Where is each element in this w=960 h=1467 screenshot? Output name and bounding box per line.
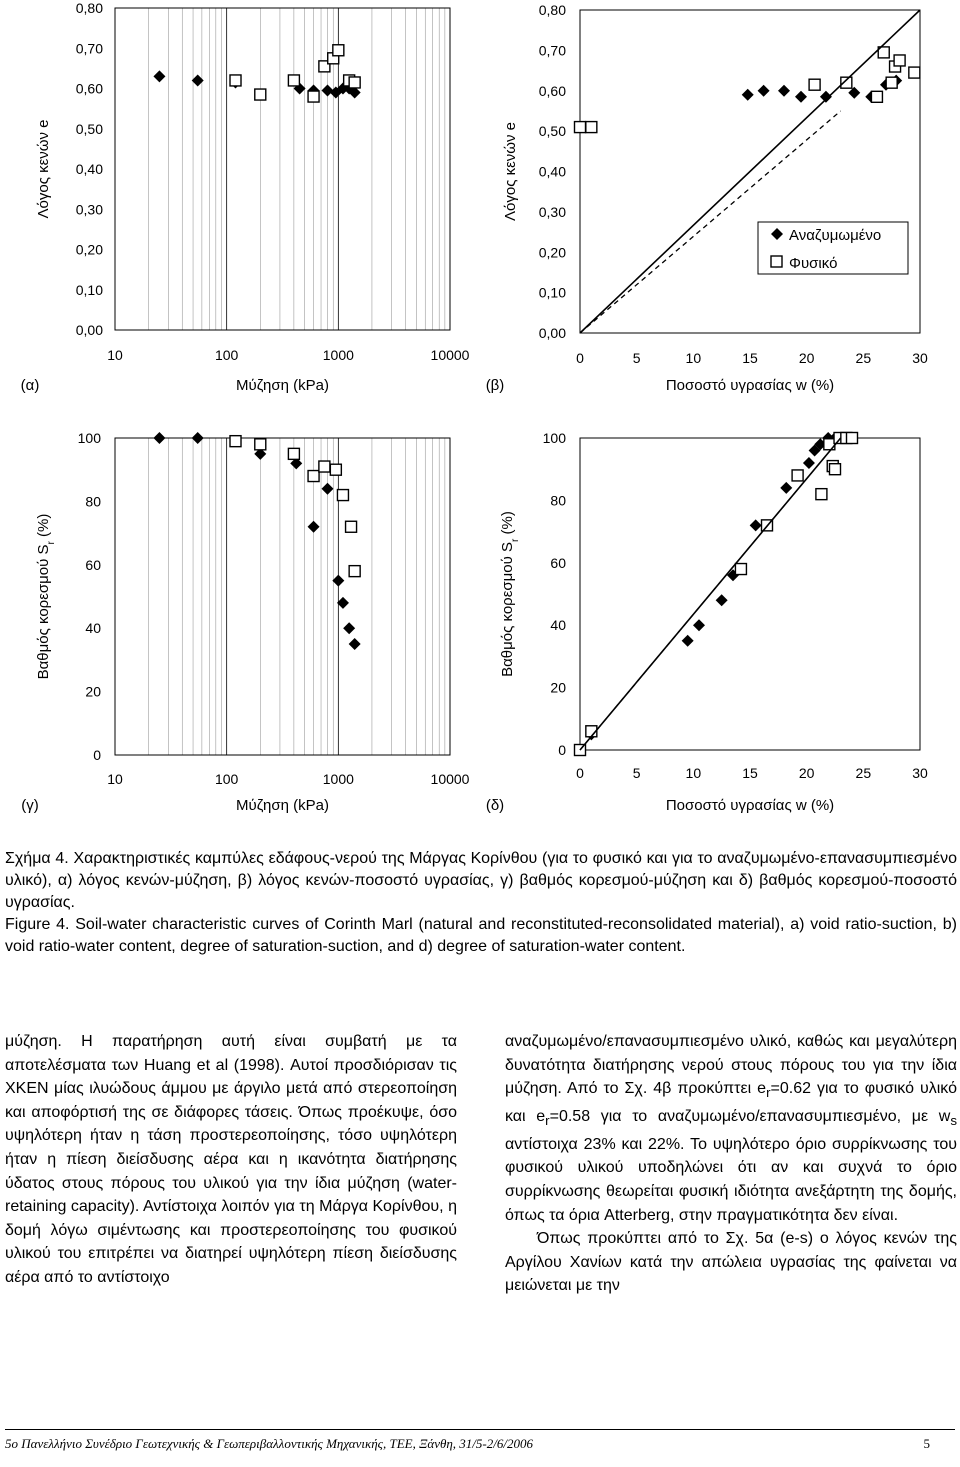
chart-panel-d [486,430,928,814]
x-tick-label: 10 [685,350,702,366]
y-tick-label: 0,30 [538,203,566,220]
y-tick-label: 0,00 [538,325,566,341]
panel-letter: (δ) [485,797,505,814]
data-point-remolded [153,432,165,444]
y-tick-label: 20 [85,683,101,700]
y-tick-label: 100 [77,430,101,446]
data-point-remolded [758,85,770,97]
x-tick-label: 10000 [430,347,470,363]
x-tick-label: 10 [685,765,702,781]
x-tick-label: 5 [632,350,641,366]
data-point-natural [909,67,920,78]
y-axis-label [35,514,57,680]
data-point-natural [886,77,897,88]
figure-caption [5,848,957,958]
x-tick-label: 10 [107,771,123,787]
data-point-natural [230,436,241,447]
x-tick-label: 100 [214,771,239,787]
data-point-remolded [308,521,320,533]
legend-square-icon [771,256,782,267]
data-point-remolded [343,622,355,634]
y-tick-label: 0,40 [75,161,103,177]
y-axis-label: Λόγος κενών e [35,119,52,219]
data-point-natural [871,91,882,102]
plot-frame [580,438,920,750]
y-tick-label: 0,60 [75,80,103,97]
x-tick-label: 15 [742,765,758,781]
data-point-natural [255,439,266,450]
text-run: =0.58 για το αναζυμωμένο/επανασυμπιεσμένο, με w [549,1107,951,1125]
chart-panel-b [486,2,928,394]
data-point-remolded [742,89,754,101]
legend-label-natural: Φυσικό [789,255,838,272]
paragraph: μύζηση. Η παρατήρηση αυτή είναι συμβατή με τα αποτελέσματα των Huang et al (1998). Αυτοί προσδιόρισαν τις ΧΚΕΝ μίας ιλυώδους άμμου με άργιλο μετά από στερεοποίηση και αποφόρτισή της σε διάφορες τάσεις. Όπως προέκυψε, όσο υψηλότερη ήταν η τάση προστερεοποίησης, τόσο υψηλότερη ήταν η πίεση διείσδυσης αέρα και η ικανότητα διατήρησης ύδατος στους πόρους του υλικού για την ίδια μύζηση (water-retaining capacity). Αντίστοιχα λοιπόν για τη Μάργα Κορίνθου, η δομή λόγω σιμέντωσης και προστερεοποίησης του φυσικού υλικού του επιτρέπει να διατηρεί υψηλότερη πίεση διείσδυσης αέρα από το αντίστοιχο [5,1033,457,1286]
y-tick-label: 0,10 [538,284,566,301]
data-point-natural [809,79,820,90]
x-tick-label: 25 [855,350,872,366]
footer-divider [5,1429,955,1430]
y-axis-label-main: Βαθμός κορεσμού S [35,544,52,680]
y-axis-label-sub: r [509,538,521,542]
data-point-natural [230,75,241,86]
y-tick-label: 0,70 [75,40,103,57]
data-point-remolded [332,575,344,587]
y-tick-label: 0,10 [75,281,103,298]
x-axis-label: Ποσοστό υγρασίας w (%) [665,797,835,814]
chart-legend [758,222,908,274]
subscript: r [545,1113,550,1129]
x-tick-label: 5 [632,765,641,781]
data-point-natural [255,89,266,100]
data-point-remolded [682,635,694,647]
text-run: αντίστοιχα 23% και 22%. Το υψηλότερο όριο συρρίκνωσης του φυσικού υλικού υποδηλώνει ότι αν και συχνά το όριο συρρίκνωσης θεωρείται φυσική ιδιότητα ανεξάρτητη της δομής, όπως τα όρια Atterberg, στην πραγματικότητα δεν είναι. [505,1135,957,1224]
y-tick-label: 0 [558,742,566,758]
data-point-natural [792,470,803,481]
data-point-natural [349,566,360,577]
data-point-natural [586,122,597,133]
x-tick-label: 0 [576,765,584,781]
x-tick-label: 30 [912,765,928,781]
y-axis-label-unit: (%) [499,511,516,539]
x-tick-label: 10000 [430,771,470,787]
paragraph [505,1030,957,1227]
footer-conference: 5o Πανελλήνιο Συνέδριο Γεωτεχνικής & Γεωπεριβαλλοντικής Μηχανικής, ΤΕΕ, Ξάνθη, 31/5-2/6/2006 [5,1436,533,1451]
y-axis-label-sub: r [45,541,57,545]
data-point-natural [333,45,344,56]
y-axis-label: Λόγος κενών e [502,121,519,222]
panel-letter: (γ) [21,797,39,814]
data-point-remolded [803,457,815,469]
x-axis-label: Μύζηση (kPa) [236,377,329,394]
y-tick-label: 0,20 [538,244,566,261]
data-point-remolded [795,91,807,103]
data-point-natural [288,448,299,459]
y-tick-label: 60 [550,554,566,571]
chart-panel-a [21,0,470,394]
x-tick-label: 10 [107,347,123,363]
data-point-remolded [780,482,792,494]
trend-line [580,10,920,333]
data-point-natural [847,433,858,444]
y-tick-label: 80 [550,492,566,509]
y-tick-label: 0,50 [75,120,103,137]
legend-label-remolded: Αναζυμωμένο [789,227,882,244]
x-tick-label: 20 [798,350,815,366]
caption-greek: Σχήμα 4. Χαρακτηριστικές καμπύλες εδάφους-νερού της Μάργας Κορίνθου (για το φυσικό και για το αναζυμωμένο-επανασυμπιεσμένο υλικό), α) λόγος κενών-μύζηση, β) λόγος κενών-ποσοστό υγρασίας, γ) βαθμός κορεσμού-μύζηση και δ) βαθμός κορεσμού-ποσοστό υγρασίας. [5,850,957,911]
text-run: =0.62 για το φυσικό υλικό και e [505,1080,958,1125]
y-axis-label-unit: (%) [35,513,52,542]
x-axis-label: Μύζηση (kPa) [236,797,329,814]
panel-letter: (β) [485,377,505,394]
data-point-natural [337,490,348,501]
y-tick-label: 0,60 [538,82,566,99]
subscript: s [950,1113,957,1129]
y-tick-label: 40 [85,620,101,637]
plot-frame [115,438,450,755]
data-point-remolded [337,597,349,609]
data-point-natural [308,91,319,102]
data-point-natural [330,464,341,475]
data-point-natural [894,55,905,66]
data-point-remolded [153,70,165,82]
y-tick-label: 0,70 [538,42,566,59]
data-point-natural [830,464,841,475]
x-tick-label: 0 [576,350,584,366]
y-tick-label: 60 [85,556,101,573]
data-point-natural [288,75,299,86]
y-tick-label: 0,00 [75,322,103,338]
x-tick-label: 25 [855,765,872,781]
data-point-natural [346,521,357,532]
y-tick-label: 0,40 [538,163,566,180]
y-tick-label: 0,50 [538,123,566,140]
body-right-column [505,1030,957,1298]
data-point-remolded [322,483,334,495]
x-tick-label: 100 [214,347,239,363]
panel-letter: (α) [20,377,40,394]
text-run: αναζυμωμένο/επανασυμπιεσμένο υλικό, καθώς και μεγαλύτερη δυνατότητα διατήρησης νερού στους πόρους του για την ίδια μύζηση. Από το Σχ. 4β προκύπτει e [505,1033,957,1098]
page-footer [5,1436,930,1452]
x-tick-label: 20 [798,765,815,781]
subscript: r [766,1085,771,1101]
data-point-remolded [322,85,334,97]
x-tick-label: 1000 [322,347,354,363]
data-point-natural [575,122,586,133]
y-tick-label: 0 [93,747,101,763]
x-axis-label: Ποσοστό υγρασίας w (%) [665,377,835,394]
data-point-remolded [778,85,790,97]
body-left-column [5,1030,457,1290]
data-point-natural [349,77,360,88]
data-point-remolded [820,91,832,103]
data-point-remolded [750,519,762,531]
y-tick-label: 40 [550,617,566,634]
y-axis-label [499,511,521,677]
data-point-natural [735,564,746,575]
y-tick-label: 0,20 [75,241,103,258]
y-tick-label: 100 [542,430,566,446]
y-tick-label: 80 [85,493,101,510]
y-tick-label: 0,30 [75,201,103,218]
y-tick-label: 0,80 [75,0,103,16]
paragraph: Όπως προκύπτει από το Σχ. 5α (e-s) ο λόγος κενών της Αργίλου Χανίων κατά την απώλεια υγρασίας της φαίνεται να μειώνεται με την [505,1230,957,1295]
plot-frame [115,8,450,330]
data-point-remolded [693,619,705,631]
chart-panel-c [21,430,469,814]
x-tick-label: 15 [742,350,758,366]
y-axis-label-main: Βαθμός κορεσμού S [499,541,516,677]
x-tick-label: 1000 [322,771,354,787]
y-tick-label: 20 [550,679,566,696]
data-point-natural [816,489,827,500]
data-point-remolded [716,594,728,606]
caption-english: Figure 4. Soil-water characteristic curves of Corinth Marl (natural and reconstituted-reconsolidated material), a) void ratio-suction, b) void ratio-water content, degree of saturation-suction, and d) degree of saturation-water content. [5,916,957,955]
y-tick-label: 0,80 [538,2,566,18]
data-point-natural [319,461,330,472]
x-tick-label: 30 [912,350,928,366]
data-point-remolded [349,638,361,650]
data-point-natural [308,471,319,482]
page-number: 5 [923,1436,930,1451]
